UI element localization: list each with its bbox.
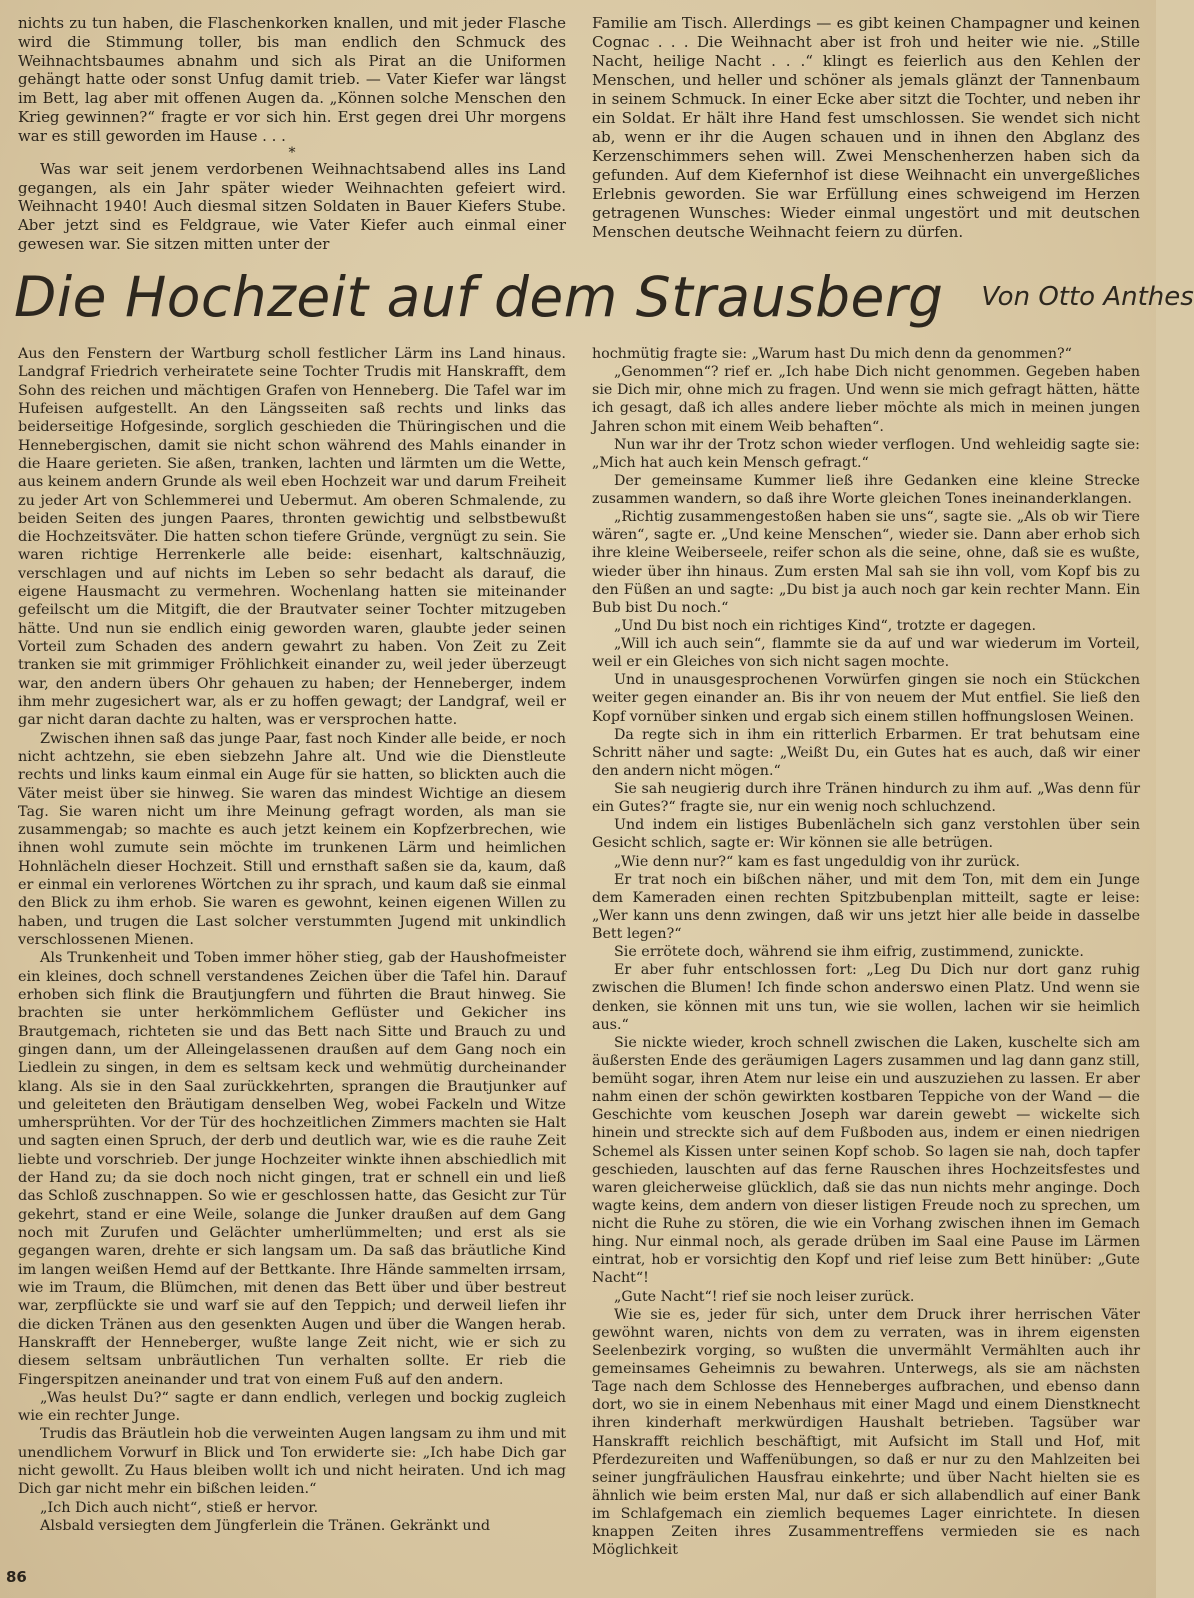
paragraph: „Ich Dich auch nicht“, stieß er hervor. xyxy=(40,1499,319,1516)
title-divider xyxy=(960,274,966,320)
paragraph: „Gute Nacht“! rief sie noch leiser zurück. xyxy=(614,1288,915,1305)
paragraph: Wie sie es, jeder für sich, unter dem Druck ihrer herrischen Väter gewöhnt waren, nichts von dem zu verraten, was in ihrem eigensten Seelenbezirk vorging, so wußten die unvermählt Vermählten auch ihr gemeinsames Geheimnis zu bewahren. Unterwegs, als sie am nächsten Tage nach dem Schlosse des Henneberges aufbrachen, und ebenso dann dort, wo sie in einem Nebenhaus mit einer Magd und einem Dienstknecht ihren kinderhaft merkwürdigen Haushalt betrieben. Tagsüber war Hanskrafft reichlich beschäftigt, mit Aufsicht im Stall und Hof, mit Pferdezureiten und Waffenübungen, so daß er nur zu den Mahlzeiten bei seiner jungfräulichen Hausfrau einkehrte; und über Nacht hielten sie es ähnlich wie beim ersten Mal, nur daß er sich allabendlich auf einer Bank im Schlafgemach ein ziemlich bequemes Lager einrichtete. In diesen knappen Zeiten ihres Zusammentreffens vermieden sie es nach Möglichkeit xyxy=(592,1306,1140,1559)
paragraph: Sie nickte wieder, kroch schnell zwischen die Laken, kuschelte sich am äußersten Ende des geräumigen Lagers zusammen und lag dann ganz still, bemüht sogar, ihren Atem nur leise ein und auszuziehen zu lassen. Er aber nahm einen der schön gewirkten kostbaren Teppiche von der Wand — die Geschichte vom keuschen Joseph war darein gewebt — wickelte sich hinein und streckte sich auf dem Fußboden aus, indem er einen niedrigen Schemel als Kissen unter seinen Kopf schob. So lagen sie nah, doch tapfer geschieden, lauschten auf das ferne Rauschen ihres Hochzeitsfestes und waren gleicherweise glücklich, daß sie das nun nichts mehr anginge. Doch wagte keins, dem andern von dieser listigen Freude noch zu sprechen, um nicht die Ruhe zu stören, die wie ein Vorhang zwischen ihnen im Gemach hing. Nur einmal noch, als gerade drüben im Saal eine Pause im Lärmen eintrat, hob er vorsichtig den Kopf und rief leise zum Bett hinüber: „Gute Nacht“! xyxy=(592,1034,1140,1287)
paragraph: „Was heulst Du?“ sagte er dann endlich, verlegen und bockig zugleich wie ein rechter Junge. xyxy=(18,1389,566,1425)
section-separator: * xyxy=(288,144,296,161)
article-right-column xyxy=(592,345,1140,1559)
paragraph: Er aber fuhr entschlossen fort: „Leg Du Dich nur dort ganz ruhig zwischen die Blumen! Ich finde schon anderswo einen Platz. Und wenn sie denken, sie können mit uns tun, wie sie wollen, lachen wir sie heimlich aus.“ xyxy=(592,962,1140,1033)
previous-story-right-column xyxy=(592,14,1140,242)
paragraph: „Genommen“? rief er. „Ich habe Dich nicht genommen. Gegeben haben sie Dich mir, ohne mich zu fragen. Und wenn sie mich gefragt hätten, hätte ich gesagt, daß ich alles andere lieber möchte als mich in meinen jungen Jahren schon mit einem Weib behaften“. xyxy=(592,364,1140,435)
previous-story-left-column xyxy=(18,14,566,254)
paragraph: Aus den Fenstern der Wartburg scholl festlicher Lärm ins Land hinaus. Landgraf Friedrich verheiratete seine Tochter Trudis mit Hanskrafft, dem Sohn des reichen und mächtigen Grafen von Henneberg. Die Tafel war im Hufeisen aufgestellt. An den Längsseiten saß rechts und links das beiderseitige Hofgesinde, sorglich geschieden die Thüringischen und die Hennebergischen, damit sie nicht schon während des Mahls einander in die Haare gerieten. Sie aßen, tranken, lachten und lärmten um die Wette, aus keinem andern Grunde als weil eben Hochzeit war und darum Freiheit zu jeder Art von Schlemmerei und Uebermut. Am oberen Schmalende, zu beiden Seiten des jungen Paares, thronten gewichtig und selbstbewußt die Hochzeitsväter. Die hatten schon tiefere Gründe, vergnügt zu sein. Sie waren richtige Herrenkerle alle beide: eisenhart, kaltschnäuzig, verschlagen und auf nichts im Leben so sehr bedacht als darauf, die eigene Hausmacht zu vermehren. Wochenlang hatten sie miteinander gefeilscht um die Mitgift, die der Brautvater seiner Tochter mitzugeben hätte. Und nun sie endlich einig geworden waren, glaubte jeder seinen Vorteil zum Schaden des andern gewahrt zu haben. Von Zeit zu Zeit tranken sie mit grimmiger Fröhlichkeit einander zu, weil jeder überzeugt war, den andern übers Ohr gehauen zu haben; der Henneberger, indem ihm mehr zugesichert war, als er zu hoffen gewagt; der Landgraf, weil er gar nicht daran dachte zu halten, was er versprochen hatte. xyxy=(18,346,566,729)
paragraph: nichts zu tun haben, die Flaschenkorken knallen, und mit jeder Flasche wird die Stimmung toller, bis man endlich den Schmuck des Weihnachtsbaumes abnahm und sich als Pirat an die Uniformen gehängt hatte oder sonst Unfug damit trieb. — Vater Kiefer war längst im Bett, lag aber mit offenen Augen da. „Können solche Menschen den Krieg gewinnen?“ fragte er vor sich hin. Erst gegen drei Uhr morgens war es still geworden im Hause . . . xyxy=(18,14,566,145)
paragraph: Sie errötete doch, während sie ihm eifrig, zustimmend, zunickte. xyxy=(614,944,1084,961)
paragraph: Nun war ihr der Trotz schon wieder verflogen. Und wehleidig sagte sie: „Mich hat auch kein Mensch gefragt.“ xyxy=(592,436,1140,471)
paragraph: Als Trunkenheit und Toben immer höher stieg, gab der Haushofmeister ein kleines, doch schnell verstandenes Zeichen über die Tafel hin. Darauf erhoben sich flink die Brautjungfern und führten die Braut hinweg. Sie brachten sie unter herkömmlichem Geflüster und Gekicher ins Brautgemach, richteten sie und das Bett nach Sitte und Brauch zu und gingen dann, um der Alleingelassenen draußen auf dem Gang noch ein Liedlein zu singen, in dem es seltsam keck und wehmütig durcheinander klang. Als sie in den Saal zurückkehrten, sprangen die Brautjunker auf und geleiteten den Bräutigam denselben Weg, wobei Fackeln und Witze umhersprühten. Vor der Tür des hochzeitlichen Zimmers machten sie Halt und sagten einen Spruch, der derb und deutlich war, wie es die rauhe Zeit liebte und vorschrieb. Der junge Hochzeiter winkte ihnen abschiedlich mit der Hand zu; da sie doch noch nicht gingen, trat er schnell ein und ließ das Schloß zuschnappen. So wie er geschlossen hatte, das Gesicht zur Tür gekehrt, stand er eine Weile, solange die Junker draußen auf dem Gang noch mit Zurufen und Gelächter umherlümmelten; und erst als sie gegangen waren, drehte er sich langsam um. Da saß das bräutliche Kind im langen weißen Hemd auf der Bettkante. Ihre Hände sammelten irrsam, wie im Traum, die Blümchen, mit denen das Bett über und über bestreut war, zerpflückte sie und warf sie auf den Teppich; und derweil liefen ihr die dicken Tränen aus den gesenkten Augen und über die Wangen herab. Hanskrafft der Henneberger, wußte lange Zeit nicht, wie er sich zu diesem seltsam unbräutlichen Tun verhalten sollte. Er rieb die Fingerspitzen aneinander und trat von einem Fuß auf den andern. xyxy=(18,950,566,1388)
paragraph: Und indem ein listiges Bubenlächeln sich ganz verstohlen über sein Gesicht schlich, sagte er: Wir können sie alle betrügen. xyxy=(592,817,1140,852)
paragraph: Da regte sich in ihm ein ritterlich Erbarmen. Er trat behutsam eine Schritt näher und sagte: „Weißt Du, ein Gutes hat es auch, daß wir einer den andern nicht mögen.“ xyxy=(592,726,1140,779)
article-title: Die Hochzeit auf dem Strausberg xyxy=(14,265,944,329)
paragraph: Und in unausgesprochenen Vorwürfen gingen sie noch ein Stückchen weiter gegen einander an. Bis ihr von neuem der Mut entfiel. Sie ließ den Kopf vornüber sinken und ergab sich einem stillen hoffnungslosen Weinen. xyxy=(592,672,1140,725)
article-byline: Von Otto Anthes xyxy=(981,282,1194,312)
paragraph: „Wie denn nur?“ kam es fast ungeduldig von ihr zurück. xyxy=(614,853,1020,870)
paragraph: „Und Du bist noch ein richtiges Kind“, trotzte er dagegen. xyxy=(614,617,1037,634)
paragraph: hochmütig fragte sie: „Warum hast Du mich denn da genommen?“ xyxy=(592,346,1072,362)
paragraph: Familie am Tisch. Allerdings — es gibt keinen Champagner und keinen Cognac . . . Die Weihnacht aber ist froh und heiter wie nie. „Stille Nacht, heilige Nacht . . .“ klingt es feierlich aus den Kehlen der Menschen, und heller und schöner als jemals glänzt der Tannenbaum in seinem Schmuck. In einer Ecke aber sitzt die Tochter, und neben ihr ein Soldat. Er hält ihre Hand fest umschlossen. Sie wendet sich nicht ab, wenn er ihr die Augen schauen und in ihnen den Abglanz des Kerzenschimmers sehen will. Zwei Menschenherzen haben sich da gefunden. Auf dem Kiefernhof ist diese Weihnacht ein unvergeßliches Erlebnis geworden. Sie war Erfüllung eines schweigend im Herzen getragenen Wunsches: Wieder einmal ungestört und mit deutschen Menschen deutsche Weihnacht feiern zu dürfen. xyxy=(592,14,1140,242)
paragraph: Er trat noch ein bißchen näher, und mit dem Ton, mit dem ein Junge dem Kameraden einen rechten Spitzbubenplan mitteilt, sagte er leise: „Wer kann uns denn zwingen, daß wir uns jetzt hier alle beide in dasselbe Bett legen?“ xyxy=(592,871,1140,942)
paragraph: „Richtig zusammengestoßen haben sie uns“, sagte sie. „Als ob wir Tiere wären“, sagte er. „Und keine Menschen“, wieder sie. Dann aber erhob sich ihre kleine Weiberseele, reifer schon als die seine, ohne, daß sie es wußte, wieder über ihn hinaus. Zum ersten Mal sah sie ihn voll, vom Kopf bis zu den Füßen an und sagte: „Du bist ja auch noch gar kein rechter Mann. Ein Bub bist Du noch.“ xyxy=(592,509,1140,616)
article-headline xyxy=(14,262,1194,332)
paragraph: Zwischen ihnen saß das junge Paar, fast noch Kinder alle beide, er noch nicht achtzehn, sie eben siebzehn Jahre alt. Und wie die Dienstleute rechts und links kaum einmal ein Auge für sie hatten, so blickten auch die Väter meist über sie hinweg. Sie waren das mindest Wichtige an diesem Tag. Sie waren nicht um ihre Meinung gefragt worden, als man sie zusammengab; so machte es auch jetzt keinem ein Kopfzerbrechen, wie ihnen wohl zumute sein möchte im trunkenen Lärm und heimlichen Hohnlächeln dieser Hochzeit. Still und ernsthaft saßen sie da, kaum, daß er einmal ein verlorenes Wörtchen zu ihr sprach, und kaum daß sie einmal den Blick zu ihm erhob. Sie waren es gewohnt, keinen eigenen Willen zu haben, und trugen die Last solcher verstummten Jugend mit unkindlich verschlossenen Mienen. xyxy=(18,730,566,948)
paragraph: Alsbald versiegten dem Jüngferlein die Tränen. Gekränkt und xyxy=(40,1518,491,1534)
paragraph: Der gemeinsame Kummer ließ ihre Gedanken eine kleine Strecke zusammen wandern, so daß ihre Worte gleichen Tones ineinanderklangen. xyxy=(592,472,1140,507)
article-left-column xyxy=(18,345,566,1535)
paragraph: Sie sah neugierig durch ihre Tränen hindurch zu ihm auf. „Was denn für ein Gutes?“ fragte sie, nur ein wenig noch schluchzend. xyxy=(592,781,1140,816)
paragraph: „Will ich auch sein“, flammte sie da auf und war wiederum im Vorteil, weil er ein Gleiches von sich nicht sagen mochte. xyxy=(592,636,1140,671)
paragraph: Trudis das Bräutlein hob die verweinten Augen langsam zu ihm und mit unendlichem Vorwurf in Blick und Ton erwiderte sie: „Ich habe Dich gar nicht gewollt. Zu Haus bleiben wollt ich und nicht heiraten. Und ich mag Dich gar nicht mehr ein bißchen leiden.“ xyxy=(18,1426,566,1498)
page-number: 86 xyxy=(6,1568,27,1586)
paragraph: Was war seit jenem verdorbenen Weihnachtsabend alles ins Land gegangen, als ein Jahr später wieder Weihnachten gefeiert wird. Weihnacht 1940! Auch diesmal sitzen Soldaten in Bauer Kiefers Stube. Aber jetzt sind es Feldgraue, wie Vater Kiefer auch einmal einer gewesen war. Sie sitzen mitten unter der xyxy=(18,159,566,254)
